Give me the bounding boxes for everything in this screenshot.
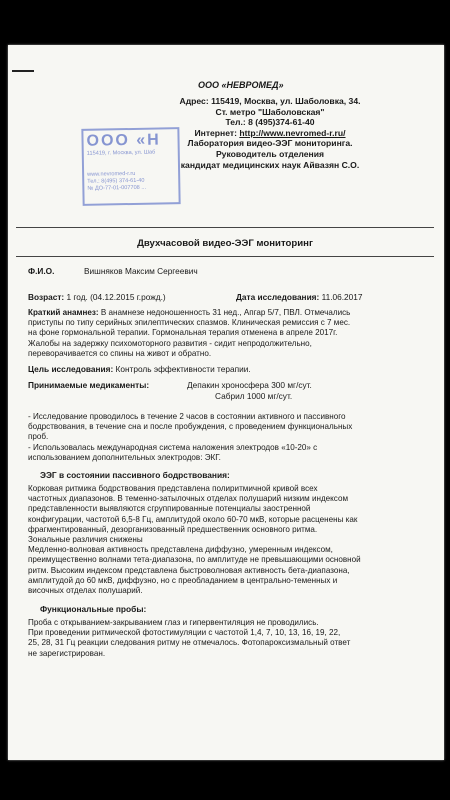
head-name: кандидат медицинских наук Айвазян С.О. xyxy=(180,159,360,170)
patient-name: Вишняков Максим Сергеевич xyxy=(84,266,198,276)
anamnesis: Краткий анамнез: В анамнезе недоношенность 31 нед., Апгар 5/7, ПВЛ. Отмечались приступы по типу серийных эпилептических спазмов. Клиническая ремиссия с 7 мес. на фоне гормональной терапии. Гормональная терапия отменена в апреле 2017г. Жалобы на задержку психомоторного развития - сидит непродолжительно, переворачивается со спины на живот и обратно. xyxy=(28,308,351,358)
divider xyxy=(16,227,434,228)
fio-label: Ф.И.О. xyxy=(28,266,55,276)
passive-section-body: Корковая ритмика бодрствования представлена полиритмичной кривой всех частотных диапазонов. В теменно-затылочных отделах полушарий низким индексом представленности выявляются сгруппированные потенциалы заостренной конфигурации, частотой 6,5-8 Гц, амплитудой около 60-70 мкВ, которые расценены как фрагментированный, дезорганизованный предшественник основного ритма. Зональные различия снижены Медленно-волновая активность представлена диффузно, умеренным индексом, преимущественно волнами тета-диапазона, по амплитуде не превышающими основной ритм. Высоким индексом представлена быстроволновая активность бета-диапазона, амплитудой до 60 мкВ, диффузно, но с преобладанием в центрально-теменных и височных отделах полушарий. xyxy=(28,484,361,596)
letterhead xyxy=(170,96,370,170)
metro: Ст. метро "Шаболовская" xyxy=(215,106,325,117)
goal-row: Цель исследования: Контроль эффективности терапии. xyxy=(28,364,251,374)
study-notes: - Исследование проводилось в течение 2 часов в состоянии активного и пассивного бодрствования, в течение сна и после пробуждения, с проведением функциональных проб. - Использовалась международная система наложения электродов «10-20» с использованием дополнительных электродов: ЭКГ. xyxy=(28,412,353,462)
lab-name: Лаборатория видео-ЭЭГ мониторинга. xyxy=(187,138,353,149)
med-2: Сабрил 1000 мг/сут. xyxy=(215,391,293,401)
internet: Интернет: http://www.nevromed-r.ru/ xyxy=(194,127,346,138)
meds-label: Принимаемые медикаменты: xyxy=(28,380,150,390)
med-1: Депакин хроносфера 300 мг/сут. xyxy=(187,380,312,390)
age-row: Возраст: 1 год. (04.12.2015 г.рожд.) xyxy=(28,292,166,302)
passive-section-title: ЭЭГ в состоянии пассивного бодрствования: xyxy=(40,470,230,480)
margin-mark xyxy=(12,70,34,72)
functional-tests-body: Проба с открыванием-закрыванием глаз и гипервентиляция не проводились. При проведении ритмической фотостимуляции с частотой 1,4, 7, 10, 13, 16, 19, 22, 25, 28, 31 Гц реакции следования ритму не отмечалось. Фотопароксизмальный ответ не зарегистрирован. xyxy=(28,618,351,658)
functional-tests-title: Функциональные пробы: xyxy=(40,604,147,614)
website-link[interactable]: http://www.nevromed-r.ru/ xyxy=(239,127,346,138)
divider xyxy=(16,256,434,257)
address: Адрес: 115419, Москва, ул. Шаболовка, 34. xyxy=(179,96,361,106)
date-row: Дата исследования: 11.06.2017 xyxy=(236,292,363,302)
document-title: Двухчасовой видео-ЭЭГ мониторинг xyxy=(137,238,313,249)
org-name: ООО «НЕВРОМЕД» xyxy=(198,80,284,90)
company-stamp: ООО «Н 115419, г. Москва, ул. Шаб www.nevromed-r.ru Тел.: 8(495) 374-61-40 № ДО-77-01-007708 ... xyxy=(81,127,180,206)
head-title: Руководитель отделения xyxy=(215,148,325,159)
phone: Тел.: 8 (495)374-61-40 xyxy=(225,117,315,128)
